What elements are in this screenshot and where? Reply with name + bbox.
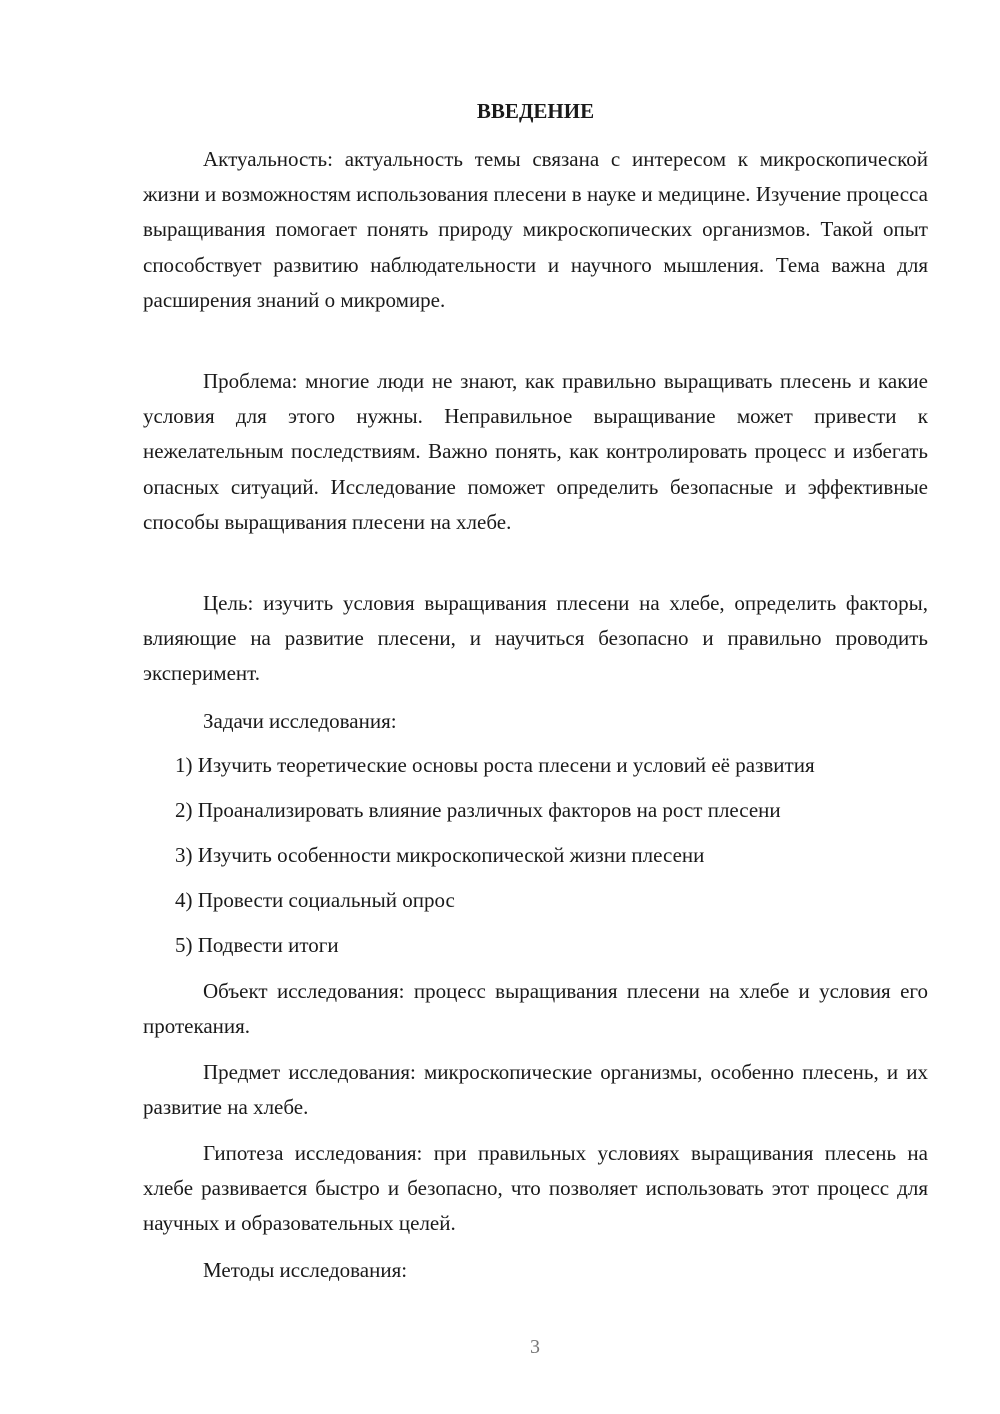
object-paragraph: Объект исследования: процесс выращивания плесени на хлебе и условия его протекания. xyxy=(143,979,928,1039)
hypothesis-paragraph: Гипотеза исследования: при правильных условиях выращивания плесень на хлебе развивается быстро и безопасно, что позволяет использовать этот процесс для научных и образовательных целей. xyxy=(143,1141,928,1236)
relevance-paragraph: Актуальность: актуальность темы связана с интересом к микроскопической жизни и возможностям использования плесени в науке и медицине. Изучение процесса выращивания помогает понять природу микроскопических организмов. Такой опыт способствует развитию наблюдательности и научного мышления. Тема важна для расширения знаний о микромире. xyxy=(143,147,928,312)
task-item-3: 3) Изучить особенности микроскопической жизни плесени xyxy=(175,843,705,867)
page-number: 3 xyxy=(530,1336,540,1358)
task-item-4: 4) Провести социальный опрос xyxy=(175,888,455,912)
section-heading: ВВЕДЕНИЕ xyxy=(476,99,595,123)
methods-heading: Методы исследования: xyxy=(203,1258,408,1282)
subject-paragraph: Предмет исследования: микроскопические организмы, особенно плесень, и их развитие на хлебе. xyxy=(143,1060,928,1120)
task-item-2: 2) Проанализировать влияние различных факторов на рост плесени xyxy=(175,798,781,822)
task-item-1: 1) Изучить теоретические основы роста плесени и условий её развития xyxy=(175,753,815,777)
goal-paragraph: Цель: изучить условия выращивания плесени на хлебе, определить факторы, влияющие на развитие плесени, и научиться безопасно и правильно проводить эксперимент. xyxy=(143,591,928,686)
task-item-5: 5) Подвести итоги xyxy=(175,933,339,957)
problem-paragraph: Проблема: многие люди не знают, как правильно выращивать плесень и какие условия для этого нужны. Неправильное выращивание может привести к нежелательным последствиям. Важно понять, как контролировать процесс и избегать опасных ситуаций. Исследование поможет определить безопасные и эффективные способы выращивания плесени на хлебе. xyxy=(143,369,928,534)
tasks-heading: Задачи исследования: xyxy=(203,709,397,733)
